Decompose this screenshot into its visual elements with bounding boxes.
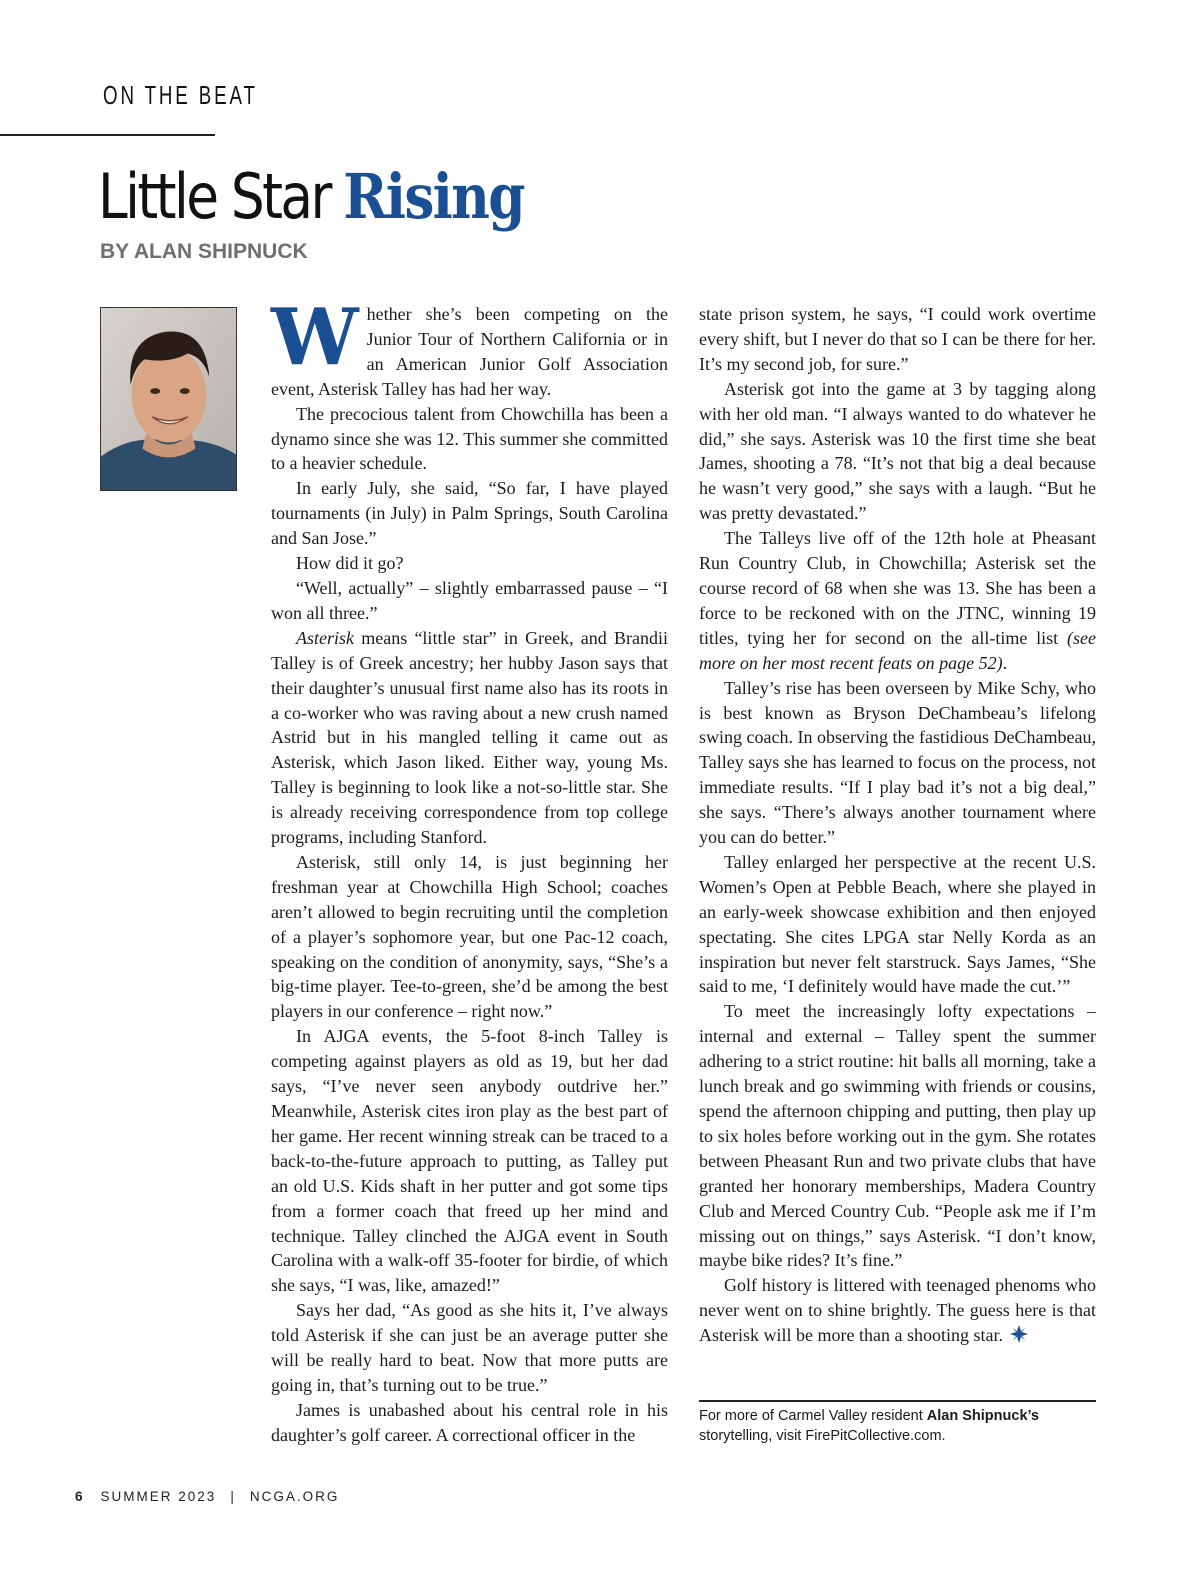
article-paragraph: state prison system, he says, “I could work overtime every shift, but I never do that so I can be there for her. It’s my second job, for sure.” (699, 304, 1096, 374)
article-paragraph: How did it go? (296, 553, 404, 574)
section-label: ON THE BEAT (103, 80, 258, 110)
byline: BY ALAN SHIPNUCK (100, 240, 308, 263)
page-footer (75, 1489, 339, 1504)
author-credit: For more of Carmel Valley resident Alan Shipnuck’s storytelling, visit FirePitCollective.com. (699, 1400, 1096, 1446)
issue-label: SUMMER 2023 (100, 1489, 217, 1504)
headline (98, 160, 524, 235)
page-number: 6 (75, 1489, 83, 1504)
article-paragraph: James is unabashed about his central role in his daughter’s golf career. A correctional officer in the (271, 1399, 668, 1445)
article-column-2 (699, 302, 1096, 1348)
article-paragraph: The Talleys live off of the 12th hole at Pheasant Run Country Club, in Chowchilla; Asterisk set the course record of 68 when she was 13. She has been a force to be reckoned with on the JTNC, winning 19 titles, tying her for second on the all-time list (see more on her most recent feats on page 52). (699, 528, 1096, 673)
headline-part1: Little Star (98, 160, 330, 233)
article-paragraph: In early July, she said, “So far, I have played tournaments (in July) in Palm Springs, South Carolina and San Jose.” (271, 478, 668, 549)
article-paragraph: Asterisk, still only 14, is just beginning her freshman year at Chowchilla High School; coaches aren’t allowed to begin recruiting until the completion of a player’s sophomore year, but one Pac-12 coach, speaking on the condition of anonymity, says, “She’s a big-time player. Tee-to-green, she’d be among the best players in our conference – right now.” (271, 851, 668, 1022)
article-paragraph: Talley enlarged her perspective at the recent U.S. Women’s Open at Pebble Beach, where she played in an early-week showcase exhibition and then enjoyed spectating. She cites LPGA star Nelly Korda as an inspiration but never felt starstruck. Says James, “She said to me, ‘I definitely would have made the cut.’” (699, 851, 1096, 997)
article-paragraph: Asterisk means “little star” in Greek, and Brandii Talley is of Greek ancestry; her hubby Jason says that their daughter’s unusual first name also has its roots in a co-worker who was raving about a new crush named Astrid but in his mangled telling it came out as Asterisk, which Jason liked. Either way, young Ms. Talley is beginning to look like a not-so-little star. She is already receiving correspondence from top college programs, including Stanford. (271, 627, 668, 848)
article-column-1 (271, 292, 668, 1448)
article-paragraph: Golf history is littered with teenaged phenoms who never went on to shine brightly. The guess here is that Asterisk will be more than a shooting star. (699, 1275, 1096, 1346)
headline-part2: Rising (343, 160, 524, 233)
site-link[interactable]: NCGA.ORG (249, 1489, 340, 1504)
article-paragraph: Asterisk got into the game at 3 by tagging along with her old man. “I always wanted to do whatever he did,” she says. Asterisk was 10 the first time she beat James, shooting a 78. “It’s not that big a deal because he wasn’t very good,” she says with a laugh. “But he was pretty devastated.” (699, 378, 1096, 524)
page-reference: (see more on her most recent feats on page 52) (699, 627, 1096, 673)
article-paragraph: Whether she’s been competing on the Junior Tour of Northern California or in an American Junior Golf Association event, Asterisk Talley has had her way. (271, 292, 668, 399)
author-name: Alan Shipnuck’s (926, 1408, 1040, 1424)
section-rule (0, 134, 215, 136)
article-paragraph: “Well, actually” – slightly embarrassed pause – “I won all three.” (271, 577, 668, 623)
article-paragraph: Talley’s rise has been overseen by Mike Schy, who is best known as Bryson DeChambeau’s lifelong swing coach. In observing the fastidious DeChambeau, Talley says she has learned to focus on the process, not immediate results. “If I play bad it’s not a big deal,” she says. “There’s always another tournament where you can do better.” (699, 677, 1096, 848)
article-paragraph: To meet the increasingly lofty expectations – internal and external – Talley spent the summer adhering to a strict routine: hit balls all morning, take a lunch break and go swimming with friends or cousins, spend the afternoon chipping and putting, then play up to six holes before working out in the gym. She rotates between Pheasant Run and two private clubs that have granted her honorary memberships, Madera Country Club and Merced Country Cub. “People ask me if I’m missing out on things,” says Asterisk. “I don’t know, maybe bike rides? It’s fine.” (699, 1001, 1096, 1271)
italic-name: Asterisk (296, 627, 354, 648)
author-photo (100, 307, 237, 491)
article-paragraph: Says her dad, “As good as she hits it, I’ve always told Asterisk if she can just be an average putter she will be really hard to beat. Now that more putts are going in, that’s turning out to be true.” (271, 1300, 668, 1395)
author-portrait (101, 308, 236, 490)
article-paragraph: The precocious talent from Chowchilla has been a dynamo since she was 12. This summer she committed to a heavier schedule. (271, 403, 668, 474)
drop-cap: W (271, 292, 359, 383)
article-paragraph: In AJGA events, the 5-foot 8-inch Talley is competing against players as old as 19, but her dad says, “I’ve never seen anybody outdrive her.” Meanwhile, Asterisk cites iron play as the best part of her game. Her recent winning streak can be traced to a back-to-the-future approach to putting, as Talley put an old U.S. Kids shaft in her putter and got some tips from a former coach that freed up her mind and technique. Talley clinched the AJGA event in South Carolina with a walk-off 35-footer for birdie, of which she says, “I was, like, amazed!” (271, 1026, 668, 1296)
end-mark-icon (1009, 1324, 1029, 1344)
footer-divider: | (230, 1489, 236, 1504)
